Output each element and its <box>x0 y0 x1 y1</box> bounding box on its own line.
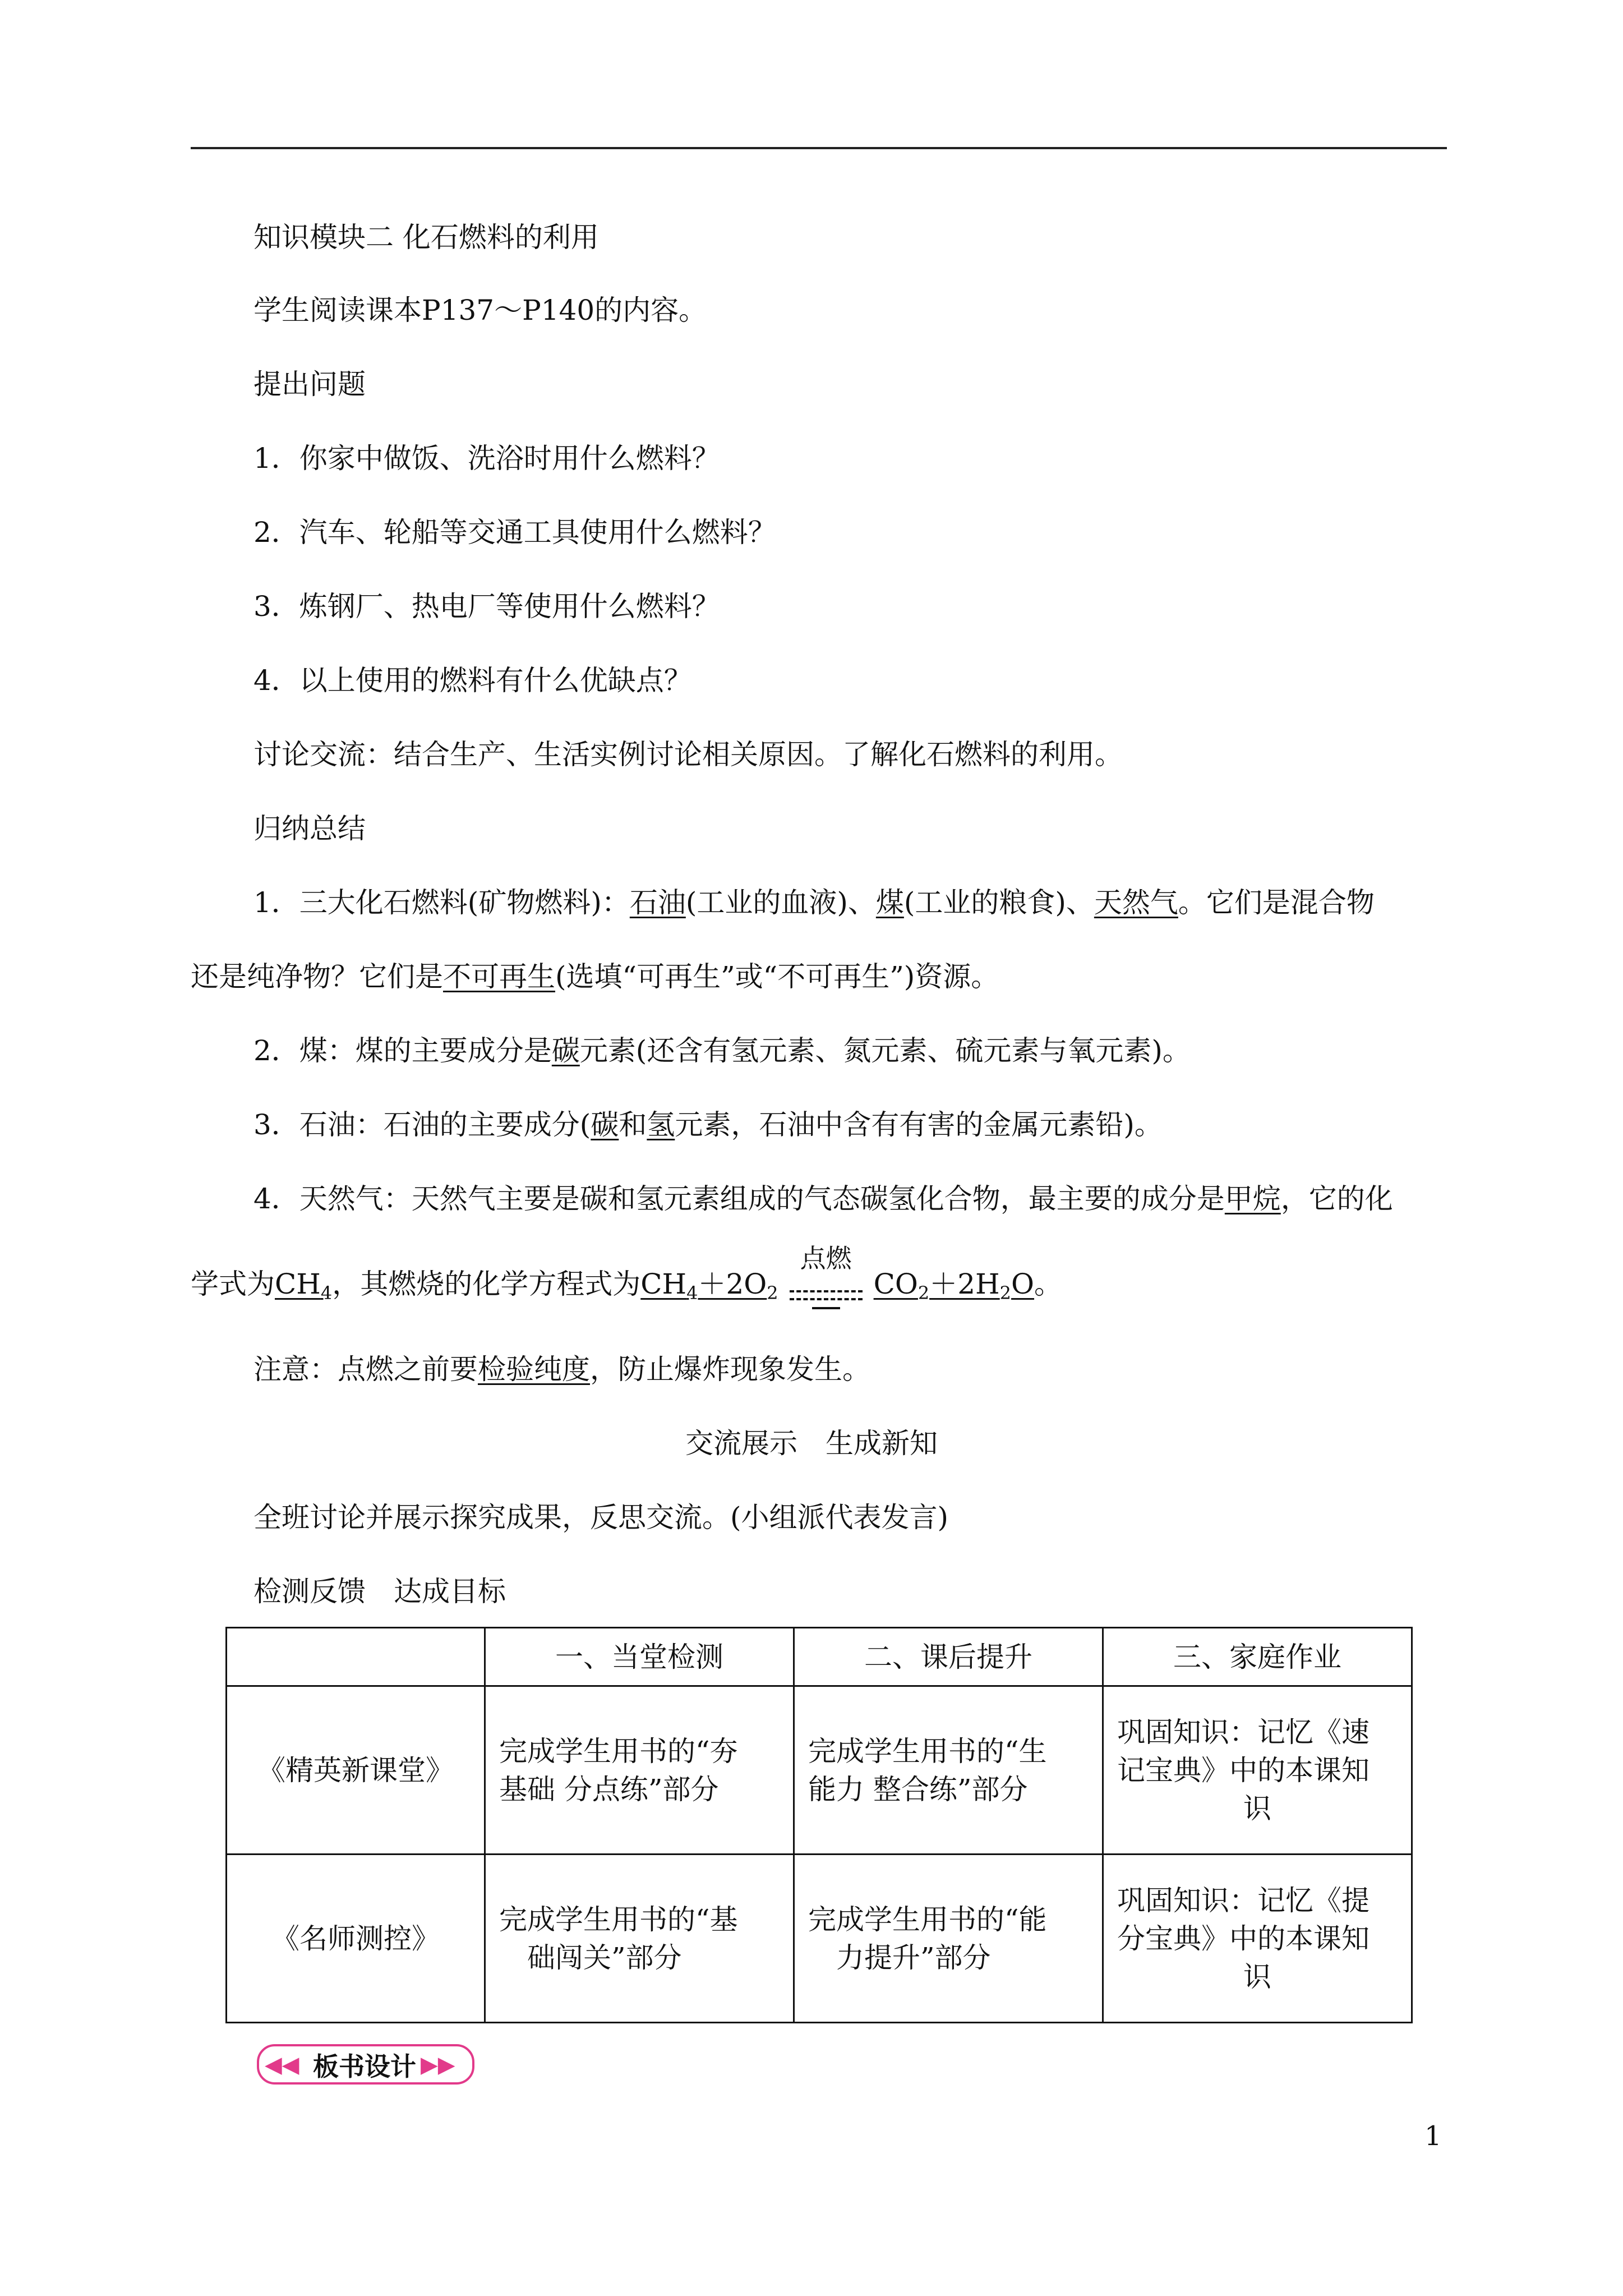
summary-item-4: 4．天然气：天然气主要是碳和氢元素组成的气态碳氢化合物，最主要的成分是甲烷，它的化 <box>253 1182 1393 1215</box>
table-cell: 完成学生用书的“基 础闯关”部分 <box>485 1855 794 2023</box>
row-name: 《精英新课堂》 <box>227 1686 485 1855</box>
table-row <box>227 1855 1412 2023</box>
table-header-cell: 三、家庭作业 <box>1103 1628 1412 1686</box>
answer-nonrenewable: 不可再生 <box>443 960 555 993</box>
answer-gas: 天然气 <box>1094 886 1178 919</box>
feedback-heading: 检测反馈 达成目标 <box>253 1575 506 1608</box>
homework-table <box>225 1627 1413 2023</box>
board-design-badge <box>252 2042 477 2091</box>
reaction-condition: 点燃 <box>800 1243 852 1273</box>
question-2: 2．汽车、轮船等交通工具使用什么燃料？ <box>253 516 776 549</box>
table-header-cell: 一、当堂检测 <box>485 1628 794 1686</box>
table-header-cell: 二、课后提升 <box>794 1628 1103 1686</box>
answer-formula: $CH_4$ <box>275 1268 333 1304</box>
raise-questions-heading: 提出问题 <box>253 368 366 401</box>
exchange-heading: 交流展示 生成新知 <box>685 1427 938 1460</box>
summary-heading: 归纳总结 <box>253 812 366 845</box>
question-3: 3．炼钢厂、热电厂等使用什么燃料？ <box>253 590 720 623</box>
table-header-row <box>227 1628 1412 1686</box>
answer-hydrogen: 氢 <box>647 1108 675 1141</box>
table-cell: 巩固知识：记忆《速 记宝典》中的本课知 识 <box>1103 1686 1412 1855</box>
answer-methane: 甲烷 <box>1224 1182 1281 1215</box>
table-header-cell <box>227 1628 485 1686</box>
equation-products: $CO_2+2H_2O$ <box>873 1268 1035 1304</box>
answer-carbon: 碳 <box>551 1034 580 1067</box>
summary-item-4-cont: 学式为$CH_4$，其燃烧的化学方程式为$CH_4+2O_2$ 点燃 $CO_2+2H_2O$。 <box>191 1264 1062 1313</box>
reaction-arrow <box>784 1243 868 1304</box>
summary-item-1-cont: 还是纯净物？它们是不可再生(选填“可再生”或“不可再生”)资源。 <box>191 960 999 993</box>
summary-item-3: 3．石油：石油的主要成分(碳和氢元素，石油中含有有害的金属元素铅)。 <box>253 1108 1163 1141</box>
summary-item-2: 2．煤：煤的主要成分是碳元素(还含有氢元素、氮元素、硫元素与氧元素)。 <box>253 1034 1191 1067</box>
reading-instruction: 学生阅读课本P137～P140的内容。 <box>253 294 707 326</box>
table-cell: 完成学生用书的“夯 基础 分点练”部分 <box>485 1686 794 1855</box>
table-cell: 完成学生用书的“生 能力 整合练”部分 <box>794 1686 1103 1855</box>
answer-purity: 检验纯度 <box>478 1353 590 1386</box>
table-row <box>227 1686 1412 1855</box>
table-cell: 巩固知识：记忆《提 分宝典》中的本课知 识 <box>1103 1855 1412 2023</box>
answer-oil: 石油 <box>629 886 686 919</box>
question-1: 1．你家中做饭、洗浴时用什么燃料？ <box>253 442 720 475</box>
row-name: 《名师测控》 <box>227 1855 485 2023</box>
table-cell: 完成学生用书的“能 力提升”部分 <box>794 1855 1103 2023</box>
answer-carbon-2: 碳 <box>591 1108 619 1141</box>
safety-note: 注意：点燃之前要检验纯度，防止爆炸现象发生。 <box>253 1353 870 1386</box>
header-rule <box>191 147 1447 149</box>
module-title: 知识模块二 化石燃料的利用 <box>253 221 599 254</box>
double-arrow-right-icon: ▶▶ <box>421 2052 455 2078</box>
board-design-label: 板书设计 <box>313 2051 416 2082</box>
page-number: 1 <box>1424 2120 1442 2152</box>
discussion-text: 讨论交流：结合生产、生活实例讨论相关原因。了解化石燃料的利用。 <box>253 738 1123 771</box>
exchange-text: 全班讨论并展示探究成果，反思交流。(小组派代表发言) <box>253 1501 949 1534</box>
equation-reactants: $CH_4+2O_2$ <box>640 1268 778 1304</box>
double-arrow-left-icon: ◀◀ <box>265 2052 299 2078</box>
answer-coal: 煤 <box>875 886 904 919</box>
summary-item-1: 1．三大化石燃料(矿物燃料)：石油(工业的血液)、煤(工业的粮食)、天然气。它们是混合物 <box>253 886 1375 919</box>
question-4: 4．以上使用的燃料有什么优缺点？ <box>253 664 692 697</box>
